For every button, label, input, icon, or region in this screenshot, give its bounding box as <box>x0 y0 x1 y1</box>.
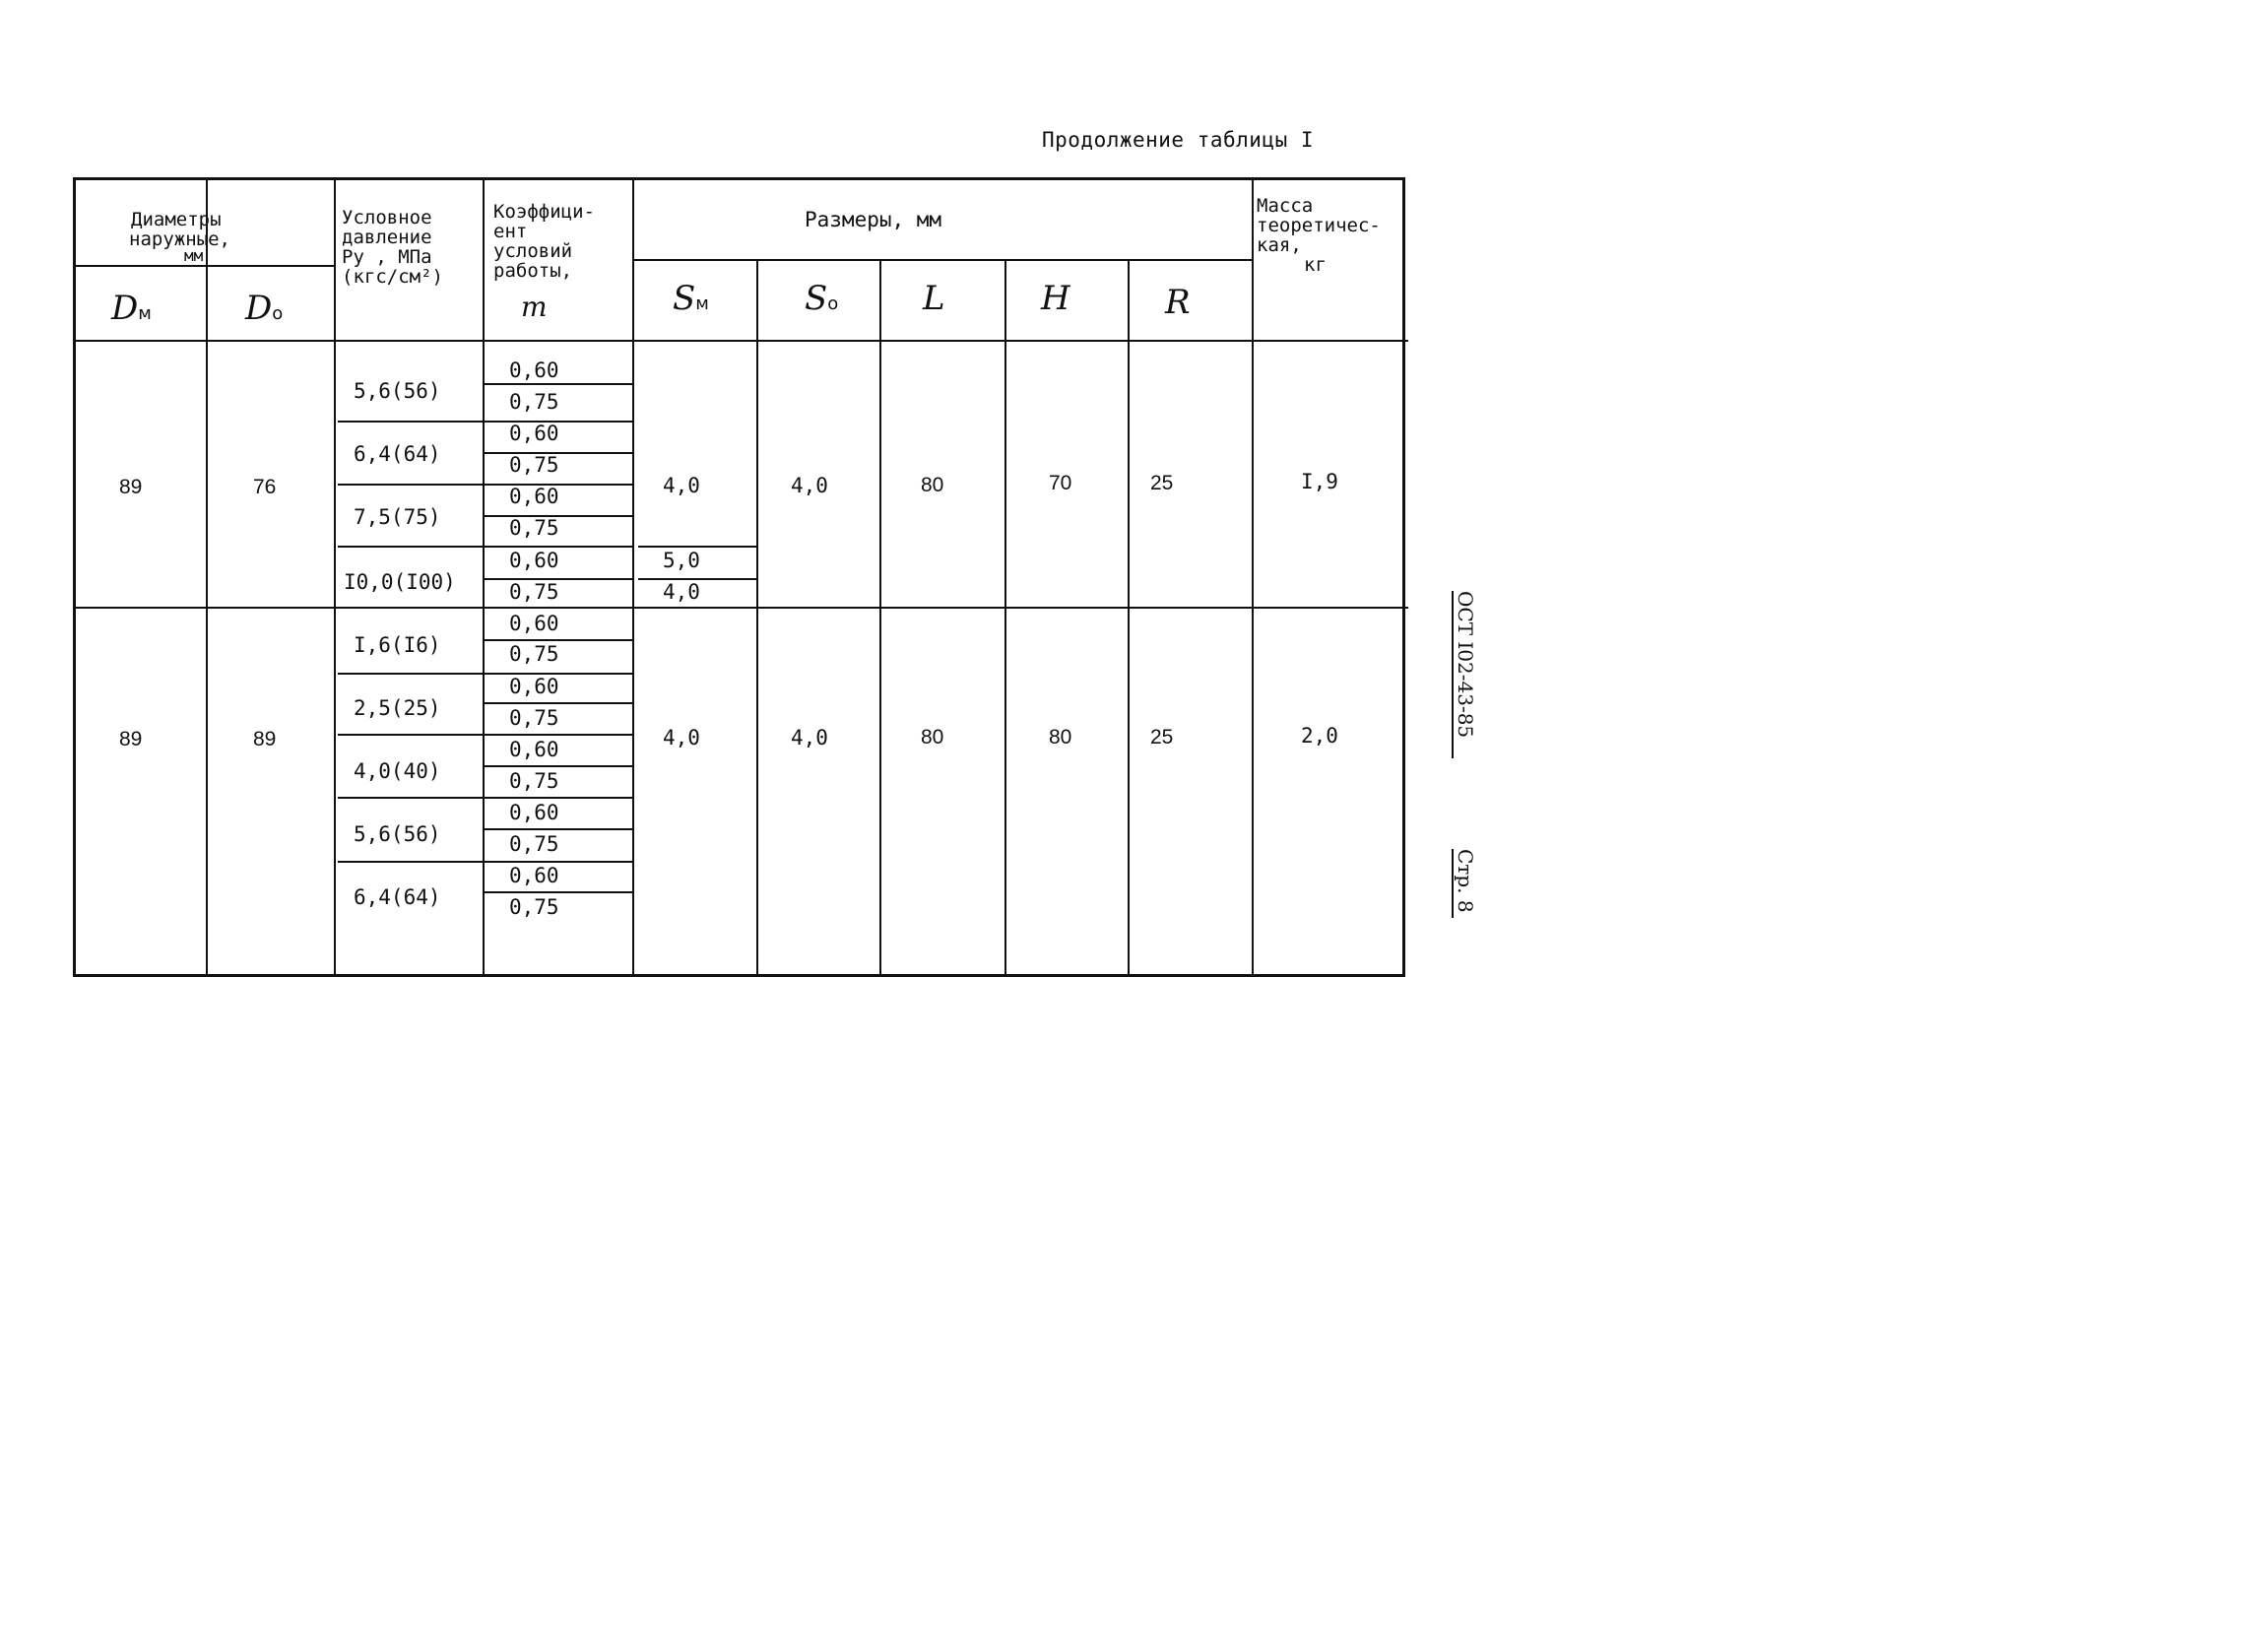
cell-coef: 0,75 <box>509 516 559 540</box>
cell-coef: 0,75 <box>509 706 559 730</box>
header-sizes: Размеры, мм <box>805 208 942 231</box>
pressure-rule <box>338 546 632 548</box>
cell-so: 4,0 <box>791 474 828 497</box>
coef-rule <box>485 891 632 893</box>
pressure-rule <box>338 484 632 486</box>
header-coef-symbol: m <box>521 291 548 323</box>
cell-coef: 0,60 <box>509 612 559 635</box>
col-divider <box>206 180 208 974</box>
header-bottom-rule <box>76 340 1408 342</box>
col-divider <box>334 180 336 974</box>
cell-coef: 0,75 <box>509 453 559 477</box>
cell-dm: 89 <box>119 728 143 750</box>
cell-coef: 0,75 <box>509 642 559 666</box>
cell-mass: I,9 <box>1301 470 1338 493</box>
header-mass: Масса теоретичес- кая, кг <box>1257 195 1381 276</box>
cell-sm: 4,0 <box>663 726 700 749</box>
side-page-number: Стр. 8 <box>1454 849 1477 913</box>
cell-do: 76 <box>253 476 277 498</box>
cell-coef: 0,60 <box>509 738 559 761</box>
coef-rule <box>485 828 632 830</box>
cell-pressure: 5,6(56) <box>354 822 441 846</box>
cell-pressure: 6,4(64) <box>354 442 441 466</box>
header-do: Dо <box>245 289 284 328</box>
cell-r: 25 <box>1150 726 1174 749</box>
cell-l: 80 <box>921 474 944 496</box>
col-divider <box>879 259 881 974</box>
header-rule <box>632 259 1252 261</box>
cell-do: 89 <box>253 728 277 750</box>
cell-so: 4,0 <box>791 726 828 749</box>
table-caption: Продолжение таблицы I <box>1042 128 1315 152</box>
side-doc-number: ОСТ I02-43-85 <box>1454 591 1477 739</box>
header-dm: Dм <box>111 289 152 328</box>
cell-mass: 2,0 <box>1301 724 1338 748</box>
cell-pressure: 4,0(40) <box>354 759 441 783</box>
cell-pressure: I,6(I6) <box>354 633 441 657</box>
cell-pressure: 7,5(75) <box>354 505 441 529</box>
cell-coef: 0,75 <box>509 895 559 919</box>
cell-h: 80 <box>1049 726 1072 749</box>
data-table <box>73 177 1405 977</box>
coef-rule <box>485 639 632 641</box>
cell-sm-extra: 5,0 <box>663 549 700 572</box>
cell-coef: 0,60 <box>509 485 559 508</box>
cell-coef: 0,60 <box>509 864 559 887</box>
col-divider <box>1252 180 1254 974</box>
cell-pressure: 2,5(25) <box>354 696 441 720</box>
header-coef: Коэффици- ент условий работы, <box>493 201 595 282</box>
cell-pressure: 5,6(56) <box>354 379 441 403</box>
header-sm: Sм <box>673 279 709 318</box>
pressure-rule <box>338 673 632 675</box>
header-diameters: Диаметры наружные, мм <box>129 209 230 265</box>
header-pressure: Условное давление Pу , МПа (кгс/см²) <box>342 207 443 288</box>
cell-coef: 0,60 <box>509 549 559 572</box>
cell-dm: 89 <box>119 476 143 498</box>
group-separator <box>76 607 1408 609</box>
col-divider <box>1004 259 1006 974</box>
pressure-rule <box>338 421 632 423</box>
cell-coef: 0,60 <box>509 675 559 698</box>
cell-coef: 0,75 <box>509 769 559 793</box>
cell-coef: 0,60 <box>509 358 559 382</box>
header-r: R <box>1165 283 1191 322</box>
side-stamp <box>1452 591 1477 916</box>
cell-pressure: 6,4(64) <box>354 885 441 909</box>
header-rule <box>76 265 334 267</box>
cell-sm-extra: 4,0 <box>663 580 700 604</box>
cell-h: 70 <box>1049 472 1072 494</box>
coef-rule <box>485 383 632 385</box>
cell-coef: 0,60 <box>509 422 559 445</box>
pressure-rule <box>338 861 632 863</box>
cell-coef: 0,60 <box>509 801 559 824</box>
cell-sm: 4,0 <box>663 474 700 497</box>
sm-rule <box>638 546 756 548</box>
cell-coef: 0,75 <box>509 580 559 604</box>
pressure-rule <box>338 734 632 736</box>
coef-rule <box>485 765 632 767</box>
cell-r: 25 <box>1150 472 1174 494</box>
col-divider <box>483 180 485 974</box>
pressure-rule <box>338 797 632 799</box>
cell-coef: 0,75 <box>509 390 559 414</box>
cell-coef: 0,75 <box>509 832 559 856</box>
header-l: L <box>923 279 945 318</box>
header-h: H <box>1041 279 1070 318</box>
col-divider <box>1128 259 1130 974</box>
col-divider <box>756 259 758 974</box>
header-so: Sо <box>805 279 839 318</box>
cell-l: 80 <box>921 726 944 749</box>
cell-pressure: I0,0(I00) <box>344 570 456 594</box>
coef-rule <box>485 702 632 704</box>
col-divider <box>632 180 634 974</box>
